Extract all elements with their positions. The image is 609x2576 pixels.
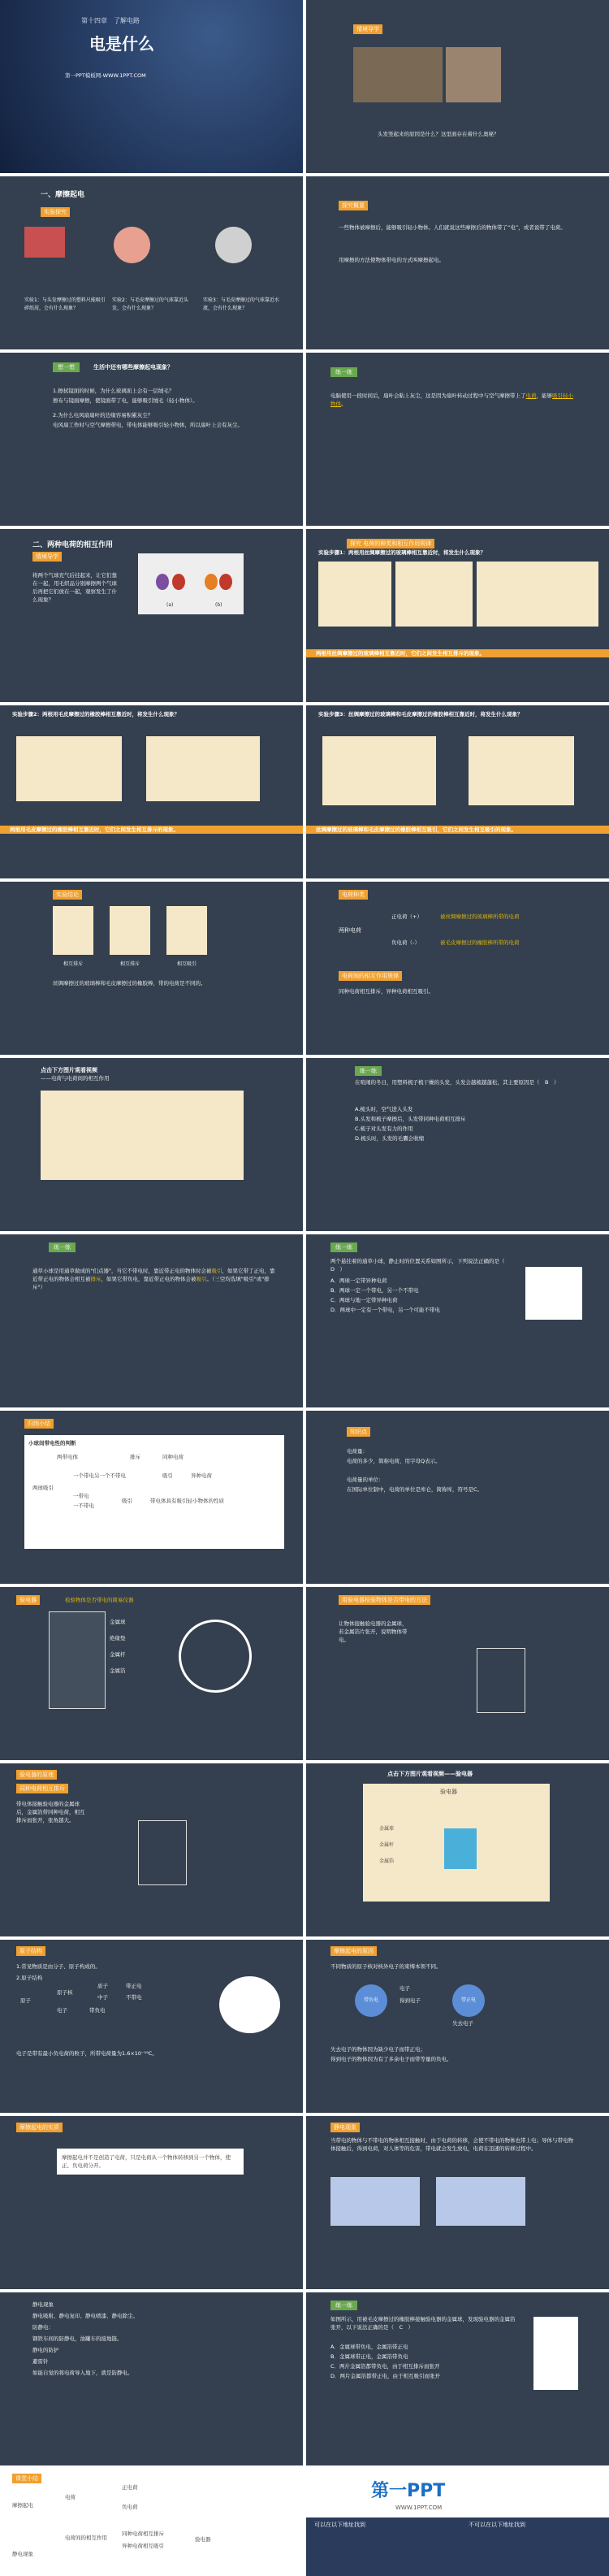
quantity-desc1: 电荷的多少，简称电荷，用字母Q表示。 xyxy=(347,1458,441,1464)
static-use-l1: 静电现象 xyxy=(32,2301,54,2308)
cs-neg: 负电荷 xyxy=(122,2504,138,2510)
tag-class-summary: 课堂小结 xyxy=(12,2474,41,2483)
img-balloons: (a) (b) xyxy=(138,553,244,614)
slide-practice4 xyxy=(306,1234,609,1407)
situation-question: 头发竖起来的原因是什么？这里面存在着什么奥秘？ xyxy=(378,131,499,137)
tag-atom: 原子结构 xyxy=(16,1946,45,1956)
cs-attract: 异种电荷相互吸引 xyxy=(122,2543,164,2549)
static-use-l2: 静电吸附、静电复印、静电喷漆、静电除尘。 xyxy=(32,2313,138,2319)
slide-exp-step1 xyxy=(306,529,609,702)
practice5-c: C．两片金属箔都带负电，由于相互排斥而张开 xyxy=(330,2363,440,2370)
negative-desc: 被毛皮摩擦过的橡胶棒所带的电荷 xyxy=(440,939,520,946)
slide-practice2 xyxy=(306,1058,609,1231)
photo-static-hair xyxy=(446,47,501,102)
method-text: 让物体接触验电器的金属球，若金属箔片张开，说明物体带电。 xyxy=(339,1620,408,1643)
static-text: 当带电的物体与不带电的物体相互接触时，由于电荷的转移，会使不带电的物体也带上电；导体与带电物体接触后，得到电荷，对人体等的危害，带电就会发生放电，电荷在迅速的转移过程中。 xyxy=(330,2137,573,2152)
img-step1a xyxy=(318,562,391,627)
tag-explore: 探究 电荷的种类和相互作用规律 xyxy=(347,539,434,549)
static-use-l6: 如能自觉的将电荷导入地下，就是防静电。 xyxy=(32,2370,133,2376)
img-practice5 xyxy=(533,2317,578,2390)
cause-right-circle: 带正电 xyxy=(452,1984,485,2017)
img-exp1 xyxy=(24,227,65,258)
practice2-b: B.头发和梳子摩擦后，头发带同种电荷相互排斥 xyxy=(355,1116,466,1122)
think-question: 生活中还有哪些摩擦起电现象？ xyxy=(93,364,173,371)
negative-charge: 负电荷（-） xyxy=(391,939,420,946)
static-use-l4: 钢铁车间的防静电，油罐车的接地链。 xyxy=(32,2335,123,2342)
slide-static-use xyxy=(0,2292,303,2465)
cause-text: 不同物质的原子核对核外电子的束缚本领不同。 xyxy=(330,1963,442,1970)
tag-knowledge: 知识点 xyxy=(347,1427,370,1437)
ad-cannot: 不可以在以下地址找到 xyxy=(469,2522,525,2528)
slide-static xyxy=(306,2116,609,2289)
cause-electron: 电子 xyxy=(400,1985,410,1992)
tag-practice1: 练一练 xyxy=(330,367,357,377)
cause-left-circle: 带负电 xyxy=(355,1984,387,2017)
slide-friction xyxy=(0,176,303,349)
positive-charge: 正电荷（+） xyxy=(391,913,422,920)
ad-can: 可以在以下地址找到 xyxy=(314,2522,365,2528)
conc-cap3: 相互吸引 xyxy=(177,961,197,967)
cause-r2: 得到电子的物体因为有了多余电子而带等量的负电。 xyxy=(330,2056,452,2062)
img-step2a xyxy=(16,736,122,801)
tag-essence: 摩擦起电的实质 xyxy=(16,2123,63,2132)
img-static1 xyxy=(330,2177,420,2226)
principle-text: 带电体接触验电器的金属球后，金属箔带同种电荷，相互排斥而张开，张角越大。 xyxy=(16,1801,85,1824)
tag-cause: 摩擦起电的原因 xyxy=(330,1946,377,1956)
slide-atom xyxy=(0,1940,303,2113)
slide-friction-cause xyxy=(306,1940,609,2113)
label-metal-ball: 金属球 xyxy=(110,1619,126,1625)
slide-summary-judgement xyxy=(0,1411,303,1584)
img-atom-model xyxy=(219,1976,280,2033)
conclusion-text: 丝绸摩擦过的玻璃棒和毛皮摩擦过的橡胶棒，带的电荷是不同的。 xyxy=(53,980,206,987)
cs-repel: 同种电荷相互排斥 xyxy=(122,2530,164,2537)
cover-title: 电是什么 xyxy=(89,34,154,54)
photo-static-girl xyxy=(353,47,443,102)
cs-charge: 电荷 xyxy=(65,2494,76,2500)
label-metal-foil: 金属箔 xyxy=(110,1667,126,1674)
step3-result: 丝绸摩擦过的玻璃棒和毛皮摩擦过的橡胶棒相互吸引，它们之间发生相互吸引的现象。 xyxy=(306,826,609,834)
tag-practice3: 练一练 xyxy=(49,1242,76,1252)
slide-summary-friction xyxy=(306,176,609,349)
tag-situation: 情境导学 xyxy=(353,24,382,34)
two-charges: 两种电荷 xyxy=(339,927,361,934)
tag-summary2: 归纳小结 xyxy=(24,1419,54,1429)
think-a1-answer: 擦布与镜面摩擦，使镜面带了电，能够吸引绒毛（轻小物体）。 xyxy=(53,397,198,404)
tag-electroscope: 验电器 xyxy=(16,1595,40,1605)
tag-practice4: 练一练 xyxy=(330,1242,357,1252)
conc-cap2: 相互排斥 xyxy=(120,961,140,967)
slide-two-charges xyxy=(0,529,303,702)
slide-essence xyxy=(0,2116,303,2289)
practice5-a: A．金属球带负电，金属箔带正电 xyxy=(330,2344,408,2350)
tag-principle: 验电器的原理 xyxy=(16,1770,57,1780)
quantity-desc2: 在国际单位制中，电荷的单位是库仑，简称库，符号是C。 xyxy=(347,1486,483,1493)
img-conc3 xyxy=(166,906,207,955)
tag-static: 静电现象 xyxy=(330,2123,360,2132)
img-step1c xyxy=(477,562,598,627)
summary-table: 小球间带电性的判断 两带电体 排斥 同种电荷 两球吸引 一个带电另一个不带电 吸引 异种电荷 一带电 一不带电 吸引 带电体具有吸引轻小物体的性质 xyxy=(24,1435,284,1549)
proton-word: 质子 xyxy=(97,1983,108,1989)
slide-electroscope xyxy=(0,1587,303,1760)
img-two-balls xyxy=(525,1267,582,1320)
img-principle xyxy=(114,1788,235,1893)
slide-cover xyxy=(0,0,303,173)
slide-exp-step2 xyxy=(0,705,303,878)
practice2-question: 在喧闹的冬日，用塑料梳子梳干燥的头发，头发会越梳越蓬松，其主要原因是（ B ） xyxy=(355,1079,559,1086)
cover-site: 第一PPT模板网-WWW.1PPT.COM xyxy=(65,72,146,79)
cause-gain: 得到电子 xyxy=(400,1997,421,2004)
step2-text: 实验步骤2：两根用毛皮摩擦过的橡胶棒相互靠近时，将发生什么现象？ xyxy=(12,711,180,718)
practice5-d: D．两片金属箔都带正电，由于相互吸引而张开 xyxy=(330,2373,441,2379)
img-step2b xyxy=(146,736,260,801)
essence-text: 摩擦起电并不是创造了电荷，只是电荷从一个物体转移到另一个物体，使正、负电荷分开。 xyxy=(57,2149,244,2175)
static-use-l3: 防静电： xyxy=(32,2324,54,2331)
summary-line2: 用摩擦的方法使物体带电的方式叫摩擦起电。 xyxy=(339,257,444,263)
heading-friction: 一、摩擦起电 xyxy=(41,191,85,199)
tag-situation2: 情境导学 xyxy=(32,552,62,562)
slide-situation xyxy=(306,0,609,173)
exp2-text: 实验2：与毛皮摩擦过的气球靠近头发，会有什么现象？ xyxy=(112,297,188,311)
chapter-label: 第十四章 了解电路 xyxy=(81,17,140,24)
slide-charge-types xyxy=(306,882,609,1055)
step1-result: 两根用丝绸摩擦过的玻璃棒相互靠近时，它们之间发生相互排斥的现象。 xyxy=(306,649,609,657)
atom-word: 原子 xyxy=(20,1997,31,2004)
slide-class-summary xyxy=(0,2469,303,2576)
practice2-a: A.梳头时，空气进入头发 xyxy=(355,1106,413,1112)
slide-ad xyxy=(306,2469,609,2576)
video1-sub: ——电荷与电荷间的相互作用 xyxy=(41,1075,110,1082)
proton-charge: 带正电 xyxy=(126,1983,142,1989)
tag-method: 用验电器检验物体是否带电的方法 xyxy=(339,1595,430,1605)
think-a2-answer: 电风扇工作时与空气摩擦带电，带电体能够吸引轻小物体，所以扇叶上会有灰尘。 xyxy=(53,422,243,428)
atom-l2: 2.原子结构 xyxy=(16,1975,43,1981)
ad-site: WWW.1PPT.COM xyxy=(395,2504,443,2511)
neutron-word: 中子 xyxy=(97,1994,108,2001)
summary-line1: 一些物体被摩擦后，能够吸引轻小物体。人们就说这些摩擦后的物体带了“电”，或者说带了电荷。 xyxy=(339,224,566,231)
atom-l3: 电子是带有最小负电荷的粒子，所带电荷量为1.6×10⁻¹⁹C。 xyxy=(16,2050,158,2057)
tag-rule: 电荷间的相互作用规律 xyxy=(339,971,402,981)
electron-charge: 带负电 xyxy=(89,2007,106,2014)
label-metal-rod: 金属杆 xyxy=(110,1651,126,1658)
cs-friction: 摩擦起电 xyxy=(12,2502,33,2509)
cs-pos: 正电荷 xyxy=(122,2484,138,2491)
positive-desc: 被丝绸摩擦过的玻璃棒所带的电荷 xyxy=(440,913,520,920)
electron-word: 电子 xyxy=(57,2007,67,2014)
conc-cap1: 相互排斥 xyxy=(63,961,84,967)
practice2-c: C.梳子对头发有力的作用 xyxy=(355,1125,413,1132)
step1-text: 实验步骤1：两根用丝绸摩擦过的玻璃棒相互靠近时，将发生什么现象？ xyxy=(318,549,486,556)
nucleus-word: 原子核 xyxy=(57,1989,73,1996)
static-use-tag: 静电的防护 xyxy=(32,2347,59,2353)
slide-electroscope-method xyxy=(306,1587,609,1760)
img-electroscope2 xyxy=(179,1620,252,1693)
principle-sub: 同种电荷相互排斥 xyxy=(16,1784,68,1793)
practice5-question: 如图所示，用被毛皮摩擦过的橡胶棒接触验电器的金属球，发现验电器的金属箔张开，以下说法正确的是（ C ） xyxy=(330,2316,516,2331)
cs-interaction: 电荷间的相互作用 xyxy=(65,2535,107,2541)
practice4-a: A．两球一定带异种电荷 xyxy=(330,1277,387,1284)
slide-video1 xyxy=(0,1058,303,1231)
slide-charge-quantity xyxy=(306,1411,609,1584)
exp3-text: 实验3：与毛皮摩擦过的气球靠近水流，会有什么现象？ xyxy=(203,297,279,311)
img-step3a xyxy=(322,736,436,805)
practice4-b: B．两球一定一个带电，另一个不带电 xyxy=(330,1287,419,1294)
img-exp3 xyxy=(215,227,252,263)
slide-exp-step3 xyxy=(306,705,609,878)
tag-practice5: 练一练 xyxy=(330,2301,357,2310)
practice2-d: D.梳头时，头发的毛囊会收缩 xyxy=(355,1135,425,1142)
think-a2: 2.为什么电风扇扇叶的边缘容易积累灰尘？ xyxy=(53,412,153,418)
img-step1b xyxy=(395,562,473,627)
electroscope-sub: 检验物体是否带电的简易仪器 xyxy=(65,1597,134,1603)
quantity-title2: 电荷量的单位： xyxy=(347,1477,384,1483)
img-electroscope xyxy=(49,1611,106,1709)
img-conc2 xyxy=(110,906,150,955)
step3-text: 实验步骤3：丝绸摩擦过的玻璃棒和毛皮摩擦过的橡胶棒相互靠近时，将发生什么现象？ xyxy=(318,711,523,718)
slide-practice1 xyxy=(306,353,609,526)
cs-electroscope: 验电器 xyxy=(195,2536,211,2543)
practice1-text: 电脑使用一段时间后，扇叶会粘上灰尘，这是因为扇叶转动过程中与空气摩擦带上了电荷，能够吸引轻小物体。 xyxy=(330,392,573,407)
exp1-text: 实验1：与头发摩擦过的塑料尺能吸引碎纸屑，会有什么现象？ xyxy=(24,297,106,311)
ad-brand: 第一PPT xyxy=(371,2481,446,2501)
practice3-text: 通草小球是用通草做成的"们点器"，当它不带电时，靠近带正电的物体时会被吸引，如果它带了正电，靠近带正电的物体会相互被排斥，如果它带负电，靠近带正电的物体会被吸引。（三空均选填"吸引"或"排斥"） xyxy=(32,1268,275,1290)
slide-conclusion xyxy=(0,882,303,1055)
neutron-charge: 不带电 xyxy=(126,1994,142,2001)
step2-result: 两根用毛皮摩擦过的橡胶棒相互靠近时，它们之间发生相互排斥的现象。 xyxy=(0,826,303,834)
static-use-l5: 避雷针 xyxy=(32,2358,49,2365)
slide-electroscope-principle xyxy=(0,1763,303,1936)
tag-think: 想一想 xyxy=(53,362,80,372)
practice4-c: C．两球与地一定带异种电荷 xyxy=(330,1297,398,1303)
think-a1: 1.擦拭镜面的时候，为什么玻璃面上会有一层绒毛？ xyxy=(53,388,175,394)
img-electroscope-test xyxy=(444,1607,558,1721)
img-conc1 xyxy=(53,906,93,955)
practice5-b: B．金属球带正电，金属箔带负电 xyxy=(330,2353,408,2360)
slide-practice3 xyxy=(0,1234,303,1407)
video1-thumbnail[interactable] xyxy=(41,1091,244,1180)
heading-two-charges: 二、两种电荷的相互作用 xyxy=(32,541,114,549)
slide-think xyxy=(0,353,303,526)
video2-title: 点击下方图片观看视频——验电器 xyxy=(387,1771,473,1777)
video2-thumbnail[interactable]: 验电器 金属球 金属杆 金属箔 xyxy=(363,1784,550,1902)
charge-rule: 同种电荷相互排斥，异种电荷相互吸引。 xyxy=(339,988,434,995)
img-step3b xyxy=(469,736,574,805)
tag-summary: 探究概要 xyxy=(339,201,368,210)
atom-l1: 1.常见物质是由分子、原子构成的。 xyxy=(16,1963,101,1970)
slide-video2 xyxy=(306,1763,609,1936)
slide-practice5 xyxy=(306,2292,609,2465)
tag-practice2: 练一练 xyxy=(355,1066,382,1076)
img-exp2 xyxy=(114,227,150,263)
img-static2 xyxy=(436,2177,525,2226)
tag-charge-types: 电荷种类 xyxy=(339,890,368,900)
balloon-text: 将两个气球充气后挂起来，让它们靠在一起，用毛织品分别摩擦两个气球后再把它们放在一起，观察发生了什么现象？ xyxy=(32,572,117,603)
video1-title: 点击下方图片观看视频 xyxy=(41,1067,97,1073)
cs-static: 静电现象 xyxy=(12,2551,33,2557)
cause-r1: 失去电子的物体因为缺少电子而带正电； xyxy=(330,2046,425,2053)
tag-conclusion: 实验结论 xyxy=(53,890,82,900)
quantity-title1: 电荷量： xyxy=(347,1448,368,1455)
cause-lose: 失去电子 xyxy=(452,2020,473,2027)
practice4-d: D．两球中一定有一个带电，另一个可能不带电 xyxy=(330,1307,441,1313)
tag-experiment: 实验探究 xyxy=(41,207,70,217)
label-insulator: 绝缘垫 xyxy=(110,1635,126,1641)
practice4-question: 两个悬挂着的通草小球，静止时的位置关系如图所示，下列说法正确的是（ D ） xyxy=(330,1258,510,1273)
